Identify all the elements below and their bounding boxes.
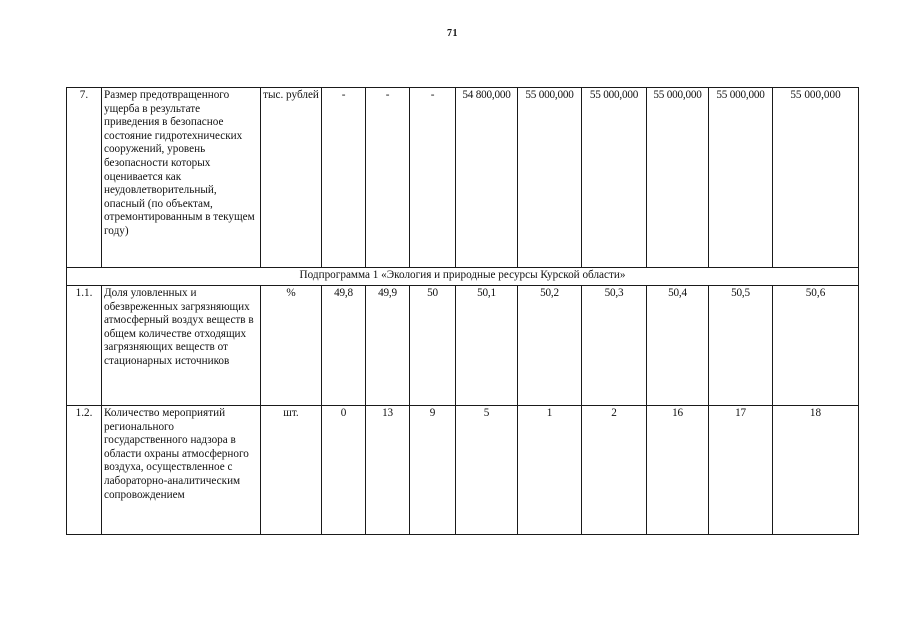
value-cell: 50,4 (647, 286, 709, 406)
value-cell: 16 (647, 406, 709, 535)
indicator-name: Доля уловленных и обезвреженных загрязняющих атмосферный воздух веществ в общем количестве отходящих загрязняющих веществ от стационарных источников (102, 286, 261, 406)
value-cell: 55 000,000 (582, 88, 647, 268)
indicator-name: Количество мероприятий регионального государственного надзора в области охраны атмосферного воздуха, осуществленное с лабораторно-аналитическим сопровождением (102, 406, 261, 535)
value-cell: 50,3 (582, 286, 647, 406)
value-cell: 50,6 (773, 286, 859, 406)
subprogram-row (67, 268, 859, 286)
value-cell: 55 000,000 (518, 88, 582, 268)
unit-cell: шт. (261, 406, 322, 535)
value-cell: 50,2 (518, 286, 582, 406)
subprogram-title: Подпрограмма 1 «Экология и природные ресурсы Курской области» (67, 268, 859, 286)
row-number: 7. (67, 88, 102, 268)
value-cell: - (410, 88, 456, 268)
value-cell: 54 800,000 (456, 88, 518, 268)
table-row (67, 286, 859, 406)
value-cell: 1 (518, 406, 582, 535)
value-cell: 18 (773, 406, 859, 535)
indicators-table (66, 87, 859, 535)
value-cell: 9 (410, 406, 456, 535)
value-cell: 50 (410, 286, 456, 406)
value-cell: 49,9 (366, 286, 410, 406)
value-cell: 2 (582, 406, 647, 535)
value-cell: 0 (322, 406, 366, 535)
table-row (67, 88, 859, 268)
row-number: 1.2. (67, 406, 102, 535)
value-cell: 55 000,000 (773, 88, 859, 268)
value-cell: 50,5 (709, 286, 773, 406)
value-cell: 17 (709, 406, 773, 535)
value-cell: 55 000,000 (647, 88, 709, 268)
table-row (67, 406, 859, 535)
indicator-name: Размер предотвращенного ущерба в результате приведения в безопасное состояние гидротехнических сооружений, уровень безопасности которых оценивается как неудовлетворительный, опасный (по объектам, отремонтированным в текущем году) (102, 88, 261, 268)
row-number: 1.1. (67, 286, 102, 406)
value-cell: - (322, 88, 366, 268)
value-cell: 49,8 (322, 286, 366, 406)
value-cell: 5 (456, 406, 518, 535)
unit-cell: тыс. рублей (261, 88, 322, 268)
value-cell: 55 000,000 (709, 88, 773, 268)
value-cell: - (366, 88, 410, 268)
value-cell: 13 (366, 406, 410, 535)
page-number: 71 (447, 28, 458, 39)
value-cell: 50,1 (456, 286, 518, 406)
unit-cell: % (261, 286, 322, 406)
